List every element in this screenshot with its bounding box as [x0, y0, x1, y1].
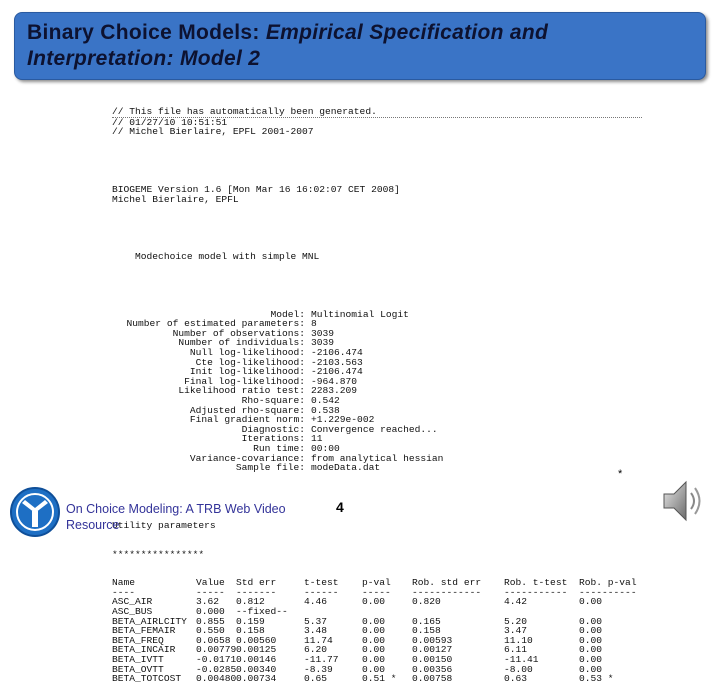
param-cell: 0.00	[362, 635, 386, 646]
summary-value: -2103.563	[311, 356, 363, 368]
param-cell: 0.00560	[236, 635, 277, 646]
summary-row	[112, 348, 642, 358]
param-cell: 0.00	[579, 645, 603, 656]
param-cell: 6.11	[504, 645, 528, 656]
param-cell: 0.00	[362, 597, 386, 608]
param-cell: 0.00	[362, 616, 386, 627]
summary-key: Model:	[270, 308, 305, 320]
summary-key: Iterations:	[241, 433, 305, 445]
param-cell	[304, 607, 362, 617]
param-cell: ASC_AIR	[112, 597, 153, 608]
param-cell: 0.00	[579, 655, 603, 665]
param-divider: ----	[112, 587, 136, 598]
version-line: BIOGEME Version 1.6 [Mon Mar 16 16:02:07 CET 2008]	[112, 183, 400, 195]
param-cell: --fixed--	[236, 607, 288, 617]
param-cell: 0.00	[362, 645, 386, 656]
summary-value: -2106.474	[311, 366, 363, 378]
param-cell: 0.00146	[236, 655, 277, 665]
param-header: Rob. p-val	[579, 578, 637, 588]
header-line: // 01/27/10 10:51:51	[112, 116, 228, 128]
param-cell: 0.000	[196, 607, 225, 617]
summary-row	[112, 463, 642, 473]
param-cell: 0.812	[236, 597, 265, 608]
summary-key: Number of estimated parameters:	[126, 318, 305, 330]
param-header: Name	[112, 578, 136, 588]
param-cell: 0.65	[304, 674, 328, 684]
model-line: Modechoice model with simple MNL	[112, 251, 320, 263]
param-cell: 4.42	[504, 597, 528, 608]
param-cell: BETA_OVTT	[112, 664, 164, 675]
title-bar	[14, 12, 706, 80]
param-cell: BETA_TOTCOST	[112, 674, 182, 684]
summary-key: Number of observations:	[172, 327, 305, 339]
summary-value: 3039	[311, 327, 335, 339]
param-cell: 0.00480	[196, 674, 236, 684]
summary-value: -2106.474	[311, 347, 363, 359]
summary-key: Rho-square:	[241, 395, 305, 406]
summary-key: Adjusted rho-square:	[189, 404, 305, 416]
param-cell: 5.20	[504, 616, 528, 627]
param-cell: 3.62	[196, 597, 220, 608]
param-cell: BETA_FREQ	[112, 635, 164, 646]
param-header: Rob. t-test	[504, 578, 568, 588]
param-cell: 0.53 *	[579, 674, 614, 684]
param-cell: 0.550	[196, 626, 225, 636]
summary-key: Final log-likelihood:	[184, 375, 305, 387]
param-cell: 0.00	[579, 597, 603, 608]
trb-logo-icon	[10, 487, 60, 537]
param-cell: 0.00340	[236, 664, 277, 675]
param-cell: 0.159	[236, 616, 265, 627]
param-cell: 0.51 *	[362, 674, 397, 684]
param-cell: BETA_FEMAIR	[112, 626, 176, 636]
param-cell: ASC_BUS	[112, 607, 153, 617]
asterisk-mark: *	[618, 468, 623, 480]
param-cell: 0.00356	[412, 664, 453, 675]
header-line: // This file has automatically been generated.	[112, 107, 642, 118]
param-cell: 0.00127	[412, 645, 453, 656]
param-header: t-test	[304, 578, 339, 588]
param-cell: 0.00	[579, 635, 603, 646]
slide-title	[27, 20, 697, 72]
parameter-table	[112, 578, 642, 684]
param-header: Std err	[236, 578, 277, 588]
summary-key: Number of individuals:	[178, 337, 305, 349]
param-cell: 0.00593	[412, 635, 453, 646]
param-divider: -----------	[504, 587, 568, 598]
param-cell: 0.0658	[196, 635, 231, 646]
param-divider: ------	[304, 587, 339, 598]
param-cell: 0.00	[579, 616, 603, 627]
summary-row	[112, 425, 642, 435]
slide-title-italic: Empirical Specification and Interpretation: Model 2	[27, 21, 549, 70]
param-divider: ------------	[412, 587, 482, 598]
param-cell: 11.10	[504, 635, 533, 646]
version-info	[112, 185, 642, 204]
param-cell: 0.158	[236, 626, 265, 636]
summary-key: Null log-likelihood:	[189, 347, 305, 359]
param-cell: 0.820	[412, 597, 441, 608]
param-cell: 4.46	[304, 597, 328, 608]
file-header	[112, 107, 642, 137]
summary-value: 11	[311, 433, 323, 445]
param-cell: 0.00	[579, 664, 603, 675]
summary-value: -964.870	[311, 375, 358, 387]
summary-value: 8	[311, 318, 317, 330]
param-cell: -11.41	[504, 655, 539, 665]
param-cell: 0.00125	[236, 645, 277, 656]
page-number: 4	[336, 499, 344, 515]
param-cell: -11.77	[304, 655, 339, 665]
param-divider: ----------	[579, 587, 637, 598]
summary-value: Multinomial Logit	[311, 308, 409, 320]
summary-value: Convergence reached...	[311, 423, 438, 435]
param-divider: -------	[236, 587, 277, 598]
footer-text: On Choice Modeling: A TRB Web Video Resource	[66, 502, 286, 532]
summary-value: +1.229e-002	[311, 414, 375, 426]
param-cell: 3.48	[304, 626, 328, 636]
summary-row	[112, 434, 642, 444]
param-cell: 0.855	[196, 616, 225, 627]
param-cell: 0.00	[362, 655, 386, 665]
param-header: Value	[196, 578, 225, 588]
param-cell: BETA_INCAIR	[112, 645, 176, 656]
param-cell	[412, 607, 504, 617]
param-cell: -0.0171	[196, 655, 236, 665]
version-line: Michel Bierlaire, EPFL	[112, 193, 239, 205]
param-cell: 0.165	[412, 616, 441, 627]
summary-value: 00:00	[311, 442, 340, 454]
summary-value: 3039	[311, 337, 335, 349]
summary-key: Diagnostic:	[241, 423, 305, 435]
summary-key: Final gradient norm:	[189, 414, 305, 426]
utility-title: Utility parameters	[112, 519, 216, 531]
param-cell: 6.20	[304, 645, 328, 656]
param-cell: 0.00	[362, 664, 386, 675]
summary-key: Variance-covariance:	[189, 452, 305, 464]
param-header: p-val	[362, 578, 391, 588]
param-header: Rob. std err	[412, 578, 482, 588]
param-divider: -----	[196, 587, 225, 598]
param-cell: -8.00	[504, 664, 533, 675]
param-cell: 0.158	[412, 626, 441, 636]
summary-key: Init log-likelihood:	[189, 366, 305, 378]
param-cell: 0.00150	[412, 655, 453, 665]
param-cell: BETA_AIRLCITY	[112, 616, 187, 627]
model-summary	[112, 310, 642, 473]
param-cell	[504, 607, 579, 617]
param-cell: 11.74	[304, 635, 333, 646]
slide-title-plain: Binary Choice Models:	[27, 21, 266, 44]
speaker-icon[interactable]	[656, 474, 710, 528]
param-cell: 3.47	[504, 626, 528, 636]
header-line: // Michel Bierlaire, EPFL 2001-2007	[112, 126, 314, 138]
param-cell: -8.39	[304, 664, 333, 675]
param-cell: 0.00	[579, 626, 603, 636]
utility-stars: ****************	[112, 548, 205, 560]
param-cell: -0.0285	[196, 664, 236, 675]
param-cell: 0.63	[504, 674, 528, 684]
param-divider: -----	[362, 587, 391, 598]
param-cell: 0.00	[362, 626, 386, 636]
summary-value: 0.542	[311, 395, 340, 406]
summary-key: Cte log-likelihood:	[195, 356, 305, 368]
summary-value: 0.538	[311, 404, 340, 416]
param-cell: 0.00734	[236, 674, 277, 684]
param-cell	[362, 607, 412, 617]
param-cell: 5.37	[304, 616, 328, 627]
param-cell: 0.00758	[412, 674, 453, 684]
summary-key: Likelihood ratio test:	[178, 385, 305, 397]
summary-key: Sample file:	[235, 462, 305, 474]
param-cell: 0.00779	[196, 645, 236, 656]
param-cell	[579, 607, 649, 617]
param-cell: BETA_IVTT	[112, 655, 164, 665]
summary-value: modeData.dat	[311, 462, 381, 474]
summary-key: Run time:	[253, 442, 305, 454]
summary-row	[112, 386, 642, 396]
summary-value: 2283.209	[311, 385, 358, 397]
summary-value: from analytical hessian	[311, 452, 444, 464]
